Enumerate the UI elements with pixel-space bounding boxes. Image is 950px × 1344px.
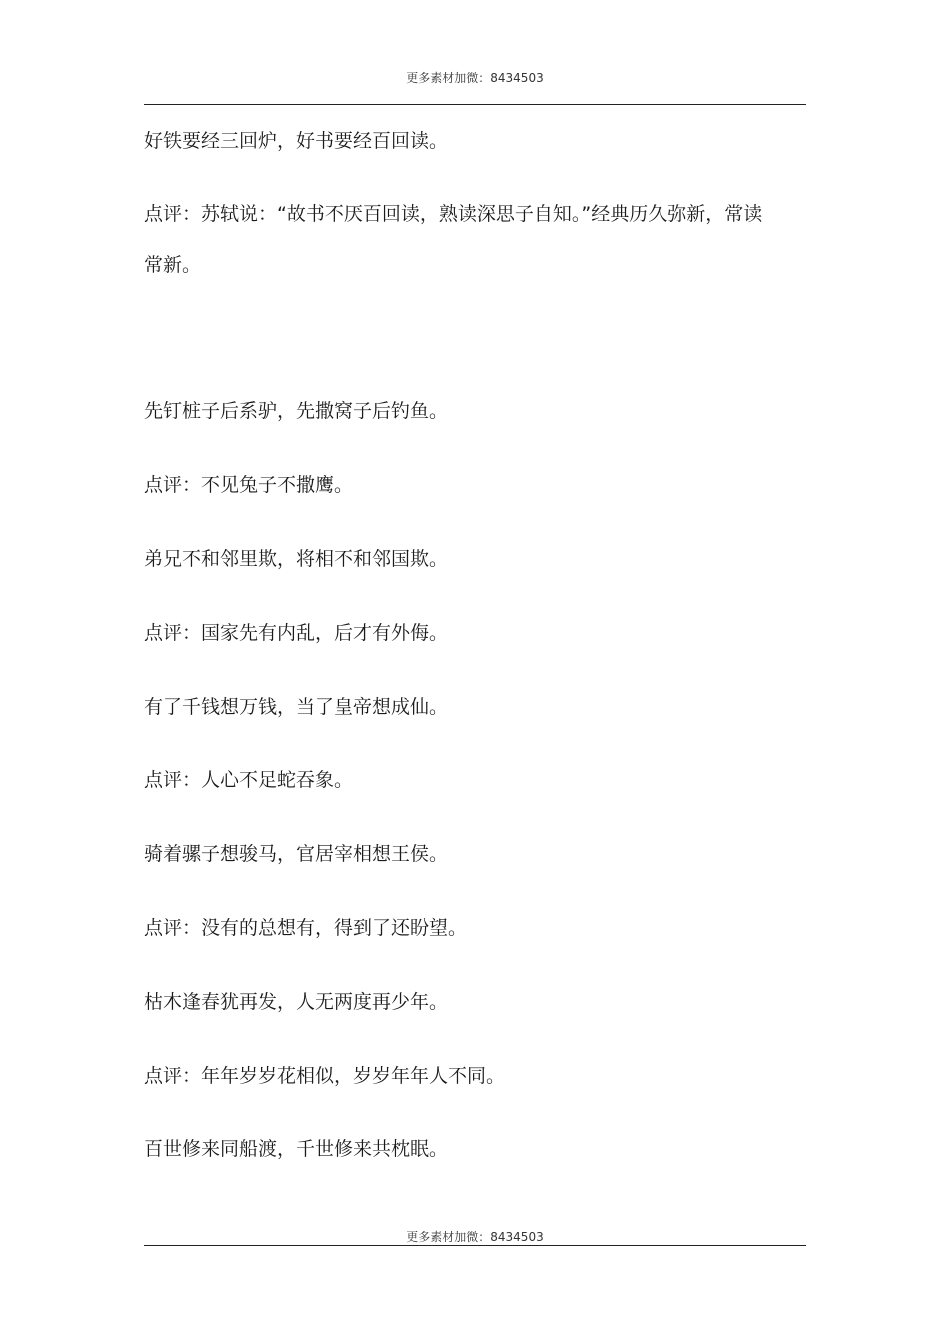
proverb-line-6: 枯木逢春犹再发，人无两度再少年。	[144, 991, 449, 1013]
comment-line-3: 点评：国家先有内乱，后才有外侮。	[144, 622, 449, 644]
page-footer: 更多素材加微：8434503	[406, 1230, 544, 1244]
proverb-line-5: 骑着骡子想骏马，官居宰相想王侯。	[144, 843, 449, 865]
comment-line-5: 点评：没有的总想有，得到了还盼望。	[144, 917, 468, 939]
comment-paragraph-1	[144, 202, 806, 277]
comment-line-6: 点评：年年岁岁花相似，岁岁年年人不同。	[144, 1065, 506, 1087]
footer-divider	[144, 1245, 806, 1246]
comment-1-line-b: 常新。	[144, 254, 202, 276]
comment-line-4: 点评：人心不足蛇吞象。	[144, 769, 354, 791]
proverb-line-1: 好铁要经三回炉，好书要经百回读。	[144, 130, 449, 152]
proverb-line-3: 弟兄不和邻里欺，将相不和邻国欺。	[144, 548, 449, 570]
proverb-line-4: 有了千钱想万钱，当了皇帝想成仙。	[144, 696, 449, 718]
page-header: 更多素材加微：8434503	[406, 71, 544, 85]
comment-line-2: 点评：不见兔子不撒鹰。	[144, 474, 354, 496]
comment-1-line-a: 点评：苏轼说：“故书不厌百回读，熟读深思子自知。”经典历久弥新，常读	[144, 203, 763, 225]
proverb-line-2: 先钉桩子后系驴，先撒窝子后钓鱼。	[144, 400, 449, 422]
proverb-line-7: 百世修来同船渡，千世修来共枕眠。	[144, 1138, 449, 1160]
header-divider	[144, 104, 806, 105]
